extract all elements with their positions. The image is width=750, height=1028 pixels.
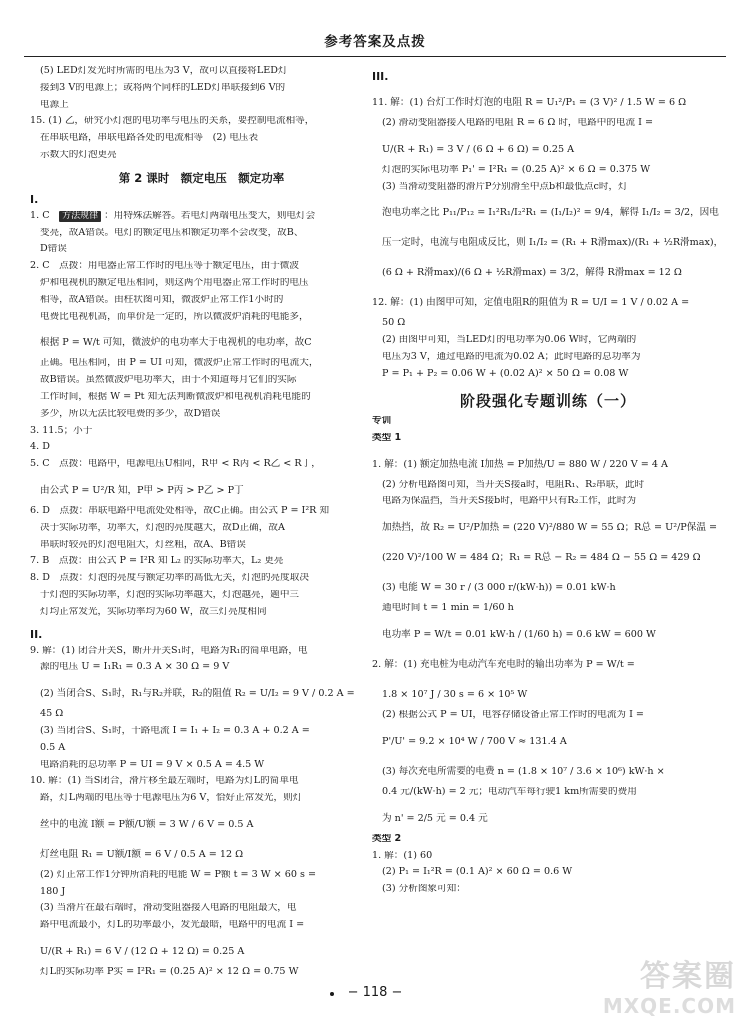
right-line: 为 n' = 2/5 元 = 0.4 元 [382, 812, 488, 824]
right-line: (3) 每次充电所需要的电费 n = (1.8 × 10⁷ / 3.6 × 10⁶) kW·h × [382, 765, 665, 777]
right-line: 压一定时，电流与电阻成反比，则 I₁/I₂ = (R₁ + R滑max)/(R₁ + ½R滑max)， [382, 237, 724, 249]
left-line: 灯L的实际功率 P实 = I²R₁ = (0.25 A)² × 12 Ω = 0.75 W [40, 967, 299, 978]
footer-dot [330, 992, 334, 996]
left-line: (2) 当闭合S、S₁时，R₁与R₂并联，R₂的阻值 R₂ = U/I₂ = 9 V / 0.2 A = [40, 688, 355, 700]
left-line: 0.5 A [40, 742, 66, 753]
right-line: 电压为3 V，通过电路的电流为0.02 A；此时电路的总功率为 [382, 351, 641, 362]
left-line: 灯丝电阻 R₁ = U额/I额 = 6 V / 0.5 A = 12 Ω [40, 848, 244, 860]
right-line: 2. 解：(1) 充电桩为电动汽车充电时的输出功率为 P = W/t = [372, 658, 635, 670]
left-line: (2) 灯正常工作1分钟所消耗的电能 W = P额 t = 3 W × 60 s = [40, 869, 317, 880]
left-line: 2. C 点拨：用电器正常工作时的电压等于额定电压，由于微波 [30, 261, 299, 272]
right-line: (3) 电能 W = 30 r / (3 000 r/(kW·h)) = 0.01 kW·h [382, 582, 616, 594]
left-line: (3) 当闭合S、S₁时，干路电流 I = I₁ + I₂ = 0.3 A + 0.2 A = [40, 725, 310, 736]
left-line: 8. D 点拨：灯泡的亮度与额定功率的高低无关，灯泡的亮度取决 [30, 573, 309, 584]
left-line: 工作时间，根据 W = Pt 知无法判断微波炉和电视机消耗电能的 [40, 391, 311, 402]
right-subheading: 类型 2 [372, 833, 402, 844]
right-line: (2) 由图甲可知，当LED灯的电功率为0.06 W时，它两端的 [382, 335, 637, 346]
right-line: 50 Ω [382, 318, 406, 329]
left-line [30, 211, 373, 228]
right-section-label: III. [372, 70, 389, 83]
right-line: 电路为保温挡，当开关S接b时，电路中只有R₂工作，此时为 [382, 496, 637, 507]
left-line: D错误 [40, 244, 67, 255]
right-line: P = P₁ + P₂ = 0.06 W + (0.02 A)² × 50 Ω = 0.08 W [382, 368, 629, 379]
watermark-url: MXQE.COM [602, 994, 736, 1018]
right-line: 泡电功率之比 P₁₁/P₁₂ = I₁²R₁/I₂²R₁ = (I₁/I₂)² = 9/4，解得 I₁/I₂ = 3/2，因电 [382, 207, 719, 219]
right-line: 0.4 元/(kW·h) = 2 元；电动汽车每行驶1 km所需要的费用 [382, 786, 637, 797]
left-line: 串联时较亮的灯泡电阻大，灯丝粗，故A、B错误 [40, 539, 246, 550]
right-line: (2) 滑动变阻器接入电路的电阻 R = 6 Ω 时，电路中的电流 I = [382, 118, 654, 128]
left-line: 故B错误。虽然微波炉电功率大，由于不知道每月它们的实际 [40, 375, 297, 386]
left-line: 由公式 P = U²/R 知，P甲 > P丙 > P乙 > P丁 [40, 484, 244, 496]
method-badge: 方法规律 [59, 211, 101, 222]
left-section-label: I. [30, 192, 39, 206]
left-line: (3) 当滑片在最右端时，滑动变阻器接入电路的电阻最大，电 [40, 903, 297, 914]
right-line: (2) 根据公式 P = UI，电容存储设备正常工作时的电流为 I = [382, 709, 644, 720]
left-line: 15. (1) 乙，研究小灯泡的电功率与电压的关系，要控制电流相等， [30, 116, 315, 127]
right-column [372, 66, 724, 901]
left-line: 5. C 点拨：电路中，电源电压U相同，R甲 < R丙 < R乙 < R丁， [30, 459, 321, 470]
right-line: 通电时间 t = 1 min = 1/60 h [382, 603, 514, 614]
left-line: 灯均正常发光，实际功率均为60 W，故三灯亮度相同 [40, 606, 267, 617]
left-line: 根据 P = W/t 可知，微波炉的电功率大于电视机的电功率，故C [40, 337, 312, 349]
right-line: (6 Ω + R滑max)/(6 Ω + ½R滑max) = 3/2，解得 R滑max = 12 Ω [382, 267, 682, 279]
page-number: − 118 − [347, 985, 403, 1000]
right-line: 1. 解：(1) 60 [372, 850, 433, 861]
right-line: (3) 分析图象可知： [382, 884, 466, 895]
right-line: 加热挡，故 R₂ = U²/P加热 = (220 V)²/880 W = 55 Ω；R总 = U²/P保温 = [382, 522, 718, 534]
left-line: 于灯泡的实际功率，灯泡的实际功率越大，灯泡越亮，题中三 [40, 589, 300, 600]
left-section-label: II. [30, 627, 43, 641]
left-line: 在串联电路，串联电路各处的电流相等 (2) 电压表 [40, 133, 259, 144]
left-line: 6. D 点拨：串联电路中电流处处相等，故C正确。由公式 P = I²R 知 [30, 505, 330, 516]
left-line: 45 Ω [40, 709, 64, 720]
left-line: 正确。电压相同，由 P = UI 可知，微波炉正常工作时的电流大， [40, 358, 319, 369]
right-subheading: 类型 1 [372, 432, 402, 443]
left-line: 源的电压 U = I₁R₁ = 0.3 A × 30 Ω = 9 V [40, 662, 230, 673]
left-line: 电路消耗的总功率 P = UI = 9 V × 0.5 A = 4.5 W [40, 759, 265, 770]
lesson-heading: 第 2 课时 额定电压 额定功率 [118, 170, 285, 185]
left-line: 电源上 [40, 99, 69, 110]
left-line: 180 J [40, 886, 66, 897]
left-line: 9. 解：(1) 闭合开关S，断开开关S₁时，电路为R₁的简单电路，电 [30, 645, 308, 656]
left-line: (5) LED灯发光时所需的电压为3 V，故可以直接将LED灯 [40, 66, 288, 76]
section-heading: 阶段强化专题训练（一） [459, 391, 636, 410]
left-column [30, 66, 373, 984]
left-line: 接到3 V的电源上；或将两个同样的LED灯串联接到6 V的 [40, 82, 286, 93]
left-line: 示数大的灯泡更亮 [40, 149, 117, 160]
watermark-logo [586, 959, 736, 1024]
header-rule [24, 56, 726, 57]
right-line: (2) P₁ = I₁²R = (0.1 A)² × 60 Ω = 0.6 W [382, 867, 573, 878]
left-line: 丝中的电流 I额 = P额/U额 = 3 W / 6 V = 0.5 A [40, 818, 254, 830]
left-line: 3. 11.5；小于 [30, 425, 93, 436]
watermark-mark: 答案圈 [640, 959, 736, 994]
right-line: U/(R + R₁) = 3 V / (6 Ω + 6 Ω) = 0.25 A [382, 143, 575, 155]
left-line: 10. 解：(1) 当S闭合，滑片移至最左端时，电路为灯L的简单电 [30, 776, 299, 787]
left-line: 变亮，故A错误。电灯的额定电压和额定功率不会改变，故B、 [40, 227, 304, 238]
right-line: (220 V)²/100 W = 484 Ω；R₁ = R总 − R₂ = 484 Ω − 55 Ω = 429 Ω [382, 552, 701, 564]
left-line: 多少，所以无法比较电费的多少，故D错误 [40, 408, 221, 419]
left-line: U/(R + R₁) = 6 V / (12 Ω + 12 Ω) = 0.25 A [40, 946, 245, 958]
page-header [24, 8, 726, 54]
right-subheading: 专训 [372, 415, 392, 426]
answer-prefix: 1. C [30, 210, 60, 221]
right-line: 电功率 P = W/t = 0.01 kW·h / (1/60 h) = 0.6 kW = 600 W [382, 628, 656, 640]
left-line: 电费比电视机高，而单价是一定的，所以微波炉消耗的电能多， [40, 311, 309, 322]
right-line: 12. 解：(1) 由图甲可知，定值电阻R的阻值为 R = U/I = 1 V / 0.02 A = [372, 297, 690, 309]
left-line: 路中电流最小，灯L的功率最小，发光最暗，电路中的电流 I = [40, 920, 305, 931]
right-line: (3) 当滑动变阻器的滑片P分别滑至中点b和最低点c时，灯 [382, 181, 628, 192]
page-title: 参考答案及点拨 [324, 34, 426, 50]
right-line: (2) 分析电路图可知，当开关S接a时，电阻R₁、R₂串联，此时 [382, 479, 645, 490]
left-line: 4. D [30, 442, 50, 453]
left-line: 决于实际功率，功率大，灯泡的亮度越大，故D正确，故A [40, 522, 285, 533]
right-line: P'/U' = 9.2 × 10⁴ W / 700 V ≈ 131.4 A [382, 735, 567, 747]
left-line: 炉和电视机的额定电压相同，则这两个用电器正常工作时的电压 [40, 277, 309, 288]
right-line: 11. 解：(1) 台灯工作时灯泡的电阻 R = U₁²/P₁ = (3 V)² / 1.5 W = 6 Ω [372, 97, 687, 108]
right-line: 1.8 × 10⁷ J / 30 s = 6 × 10⁵ W [382, 688, 528, 700]
right-line: 1. 解：(1) 额定加热电流 I加热 = P加热/U = 880 W / 220 V = 4 A [372, 458, 668, 470]
left-line: 路，灯L两端的电压等于电源电压为6 V，恰好正常发光，则灯 [40, 793, 303, 804]
left-line: 相等，故A错误。由柱状图可知，微波炉正常工作1小时的 [40, 294, 284, 305]
left-line: 7. B 点拨：由公式 P = I²R 知 L₂ 的实际功率大，L₂ 更亮 [30, 556, 284, 567]
answer-text: ：用特殊法解答。若电灯两端电压变大，则电灯会 [104, 210, 316, 221]
right-line: 灯泡的实际电功率 P₁' = I²R₁ = (0.25 A)² × 6 Ω = 0.375 W [382, 164, 651, 175]
